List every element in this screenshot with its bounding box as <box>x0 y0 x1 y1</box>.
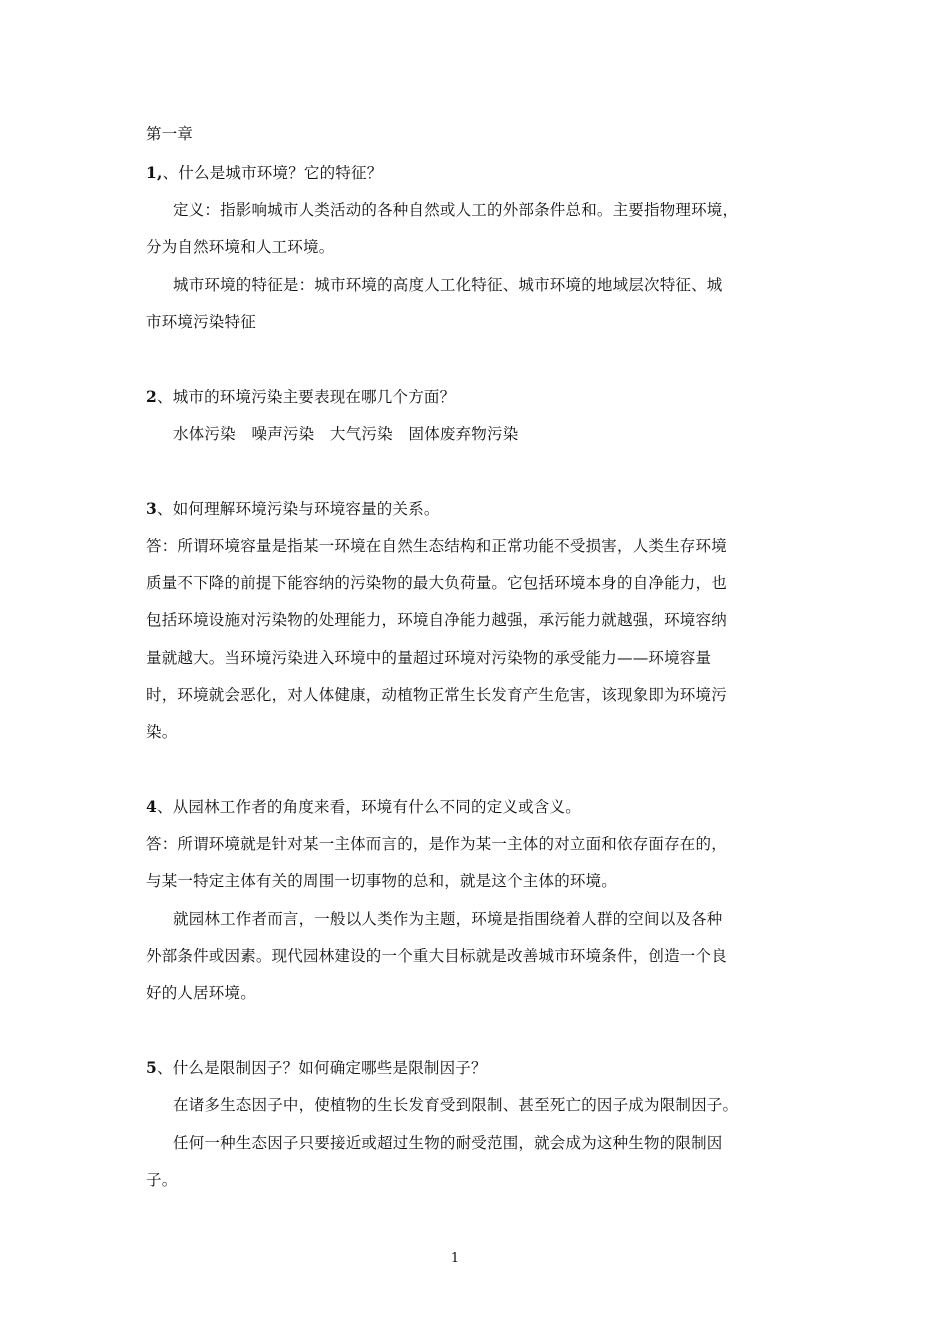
paragraph-line: 水体污染 噪声污染 大气污染 固体废弃物污染 <box>173 425 519 443</box>
paragraph-line: 分为自然环境和人工环境。 <box>146 238 335 256</box>
paragraph-line: 时，环境就会恶化，对人体健康，动植物正常生长发育产生危害，该现象即为环境污 <box>146 686 727 704</box>
question-5 <box>146 1058 487 1078</box>
question-1-number: 1, <box>146 163 163 182</box>
question-2 <box>146 387 455 407</box>
page-number: 1 <box>450 1251 460 1266</box>
paragraph-line: 答：所谓环境容量是指某一环境在自然生态结构和正常功能不受损害，人类生存环境 <box>146 537 727 555</box>
question-3-text: 、如何理解环境污染与环境容量的关系。 <box>157 500 440 518</box>
paragraph-line: 定义：指影响城市人类活动的各种自然或人工的外部条件总和。主要指物理环境， <box>173 201 739 219</box>
question-4 <box>146 797 581 817</box>
paragraph-line: 包括环境设施对污染物的处理能力，环境自净能力越强，承污能力就越强，环境容纳 <box>146 611 727 629</box>
question-3-number: 3 <box>146 499 157 518</box>
paragraph-line: 市环境污染特征 <box>146 313 256 331</box>
question-3 <box>146 499 440 519</box>
paragraph-line: 子。 <box>146 1171 178 1189</box>
question-5-number: 5 <box>146 1058 157 1077</box>
paragraph-line: 答：所谓环境就是针对某一主体而言的，是作为某一主体的对立面和依存面存在的， <box>146 835 727 853</box>
question-1 <box>146 163 382 183</box>
question-2-number: 2 <box>146 387 157 406</box>
question-2-text: 、城市的环境污染主要表现在哪几个方面？ <box>157 388 456 406</box>
chapter-heading: 第一章 <box>146 125 194 143</box>
paragraph-line: 在诸多生态因子中，使植物的生长发育受到限制、甚至死亡的因子成为限制因子。 <box>173 1096 739 1114</box>
question-4-number: 4 <box>146 797 157 816</box>
question-1-text: 、什么是城市环境？它的特征？ <box>162 164 383 182</box>
paragraph-line: 量就越大。当环境污染进入环境中的量超过环境对污染物的承受能力——环境容量 <box>146 649 712 667</box>
question-4-text: 、从园林工作者的角度来看，环境有什么不同的定义或含义。 <box>157 798 581 816</box>
question-5-text: 、什么是限制因子？如何确定哪些是限制因子？ <box>157 1059 487 1077</box>
paragraph-line: 外部条件或因素。现代园林建设的一个重大目标就是改善城市环境条件，创造一个良 <box>146 947 727 965</box>
paragraph-line: 就园林工作者而言，一般以人类作为主题，环境是指围绕着人群的空间以及各种 <box>173 910 723 928</box>
paragraph-line: 城市环境的特征是：城市环境的高度人工化特征、城市环境的地域层次特征、城 <box>173 276 723 294</box>
paragraph-line: 任何一种生态因子只要接近或超过生物的耐受范围，就会成为这种生物的限制因 <box>173 1134 723 1152</box>
paragraph-line: 与某一特定主体有关的周围一切事物的总和，就是这个主体的环境。 <box>146 872 618 890</box>
paragraph-line: 质量不下降的前提下能容纳的污染物的最大负荷量。它包括环境本身的自净能力，也 <box>146 574 727 592</box>
paragraph-line: 染。 <box>146 723 178 741</box>
paragraph-line: 好的人居环境。 <box>146 984 256 1002</box>
